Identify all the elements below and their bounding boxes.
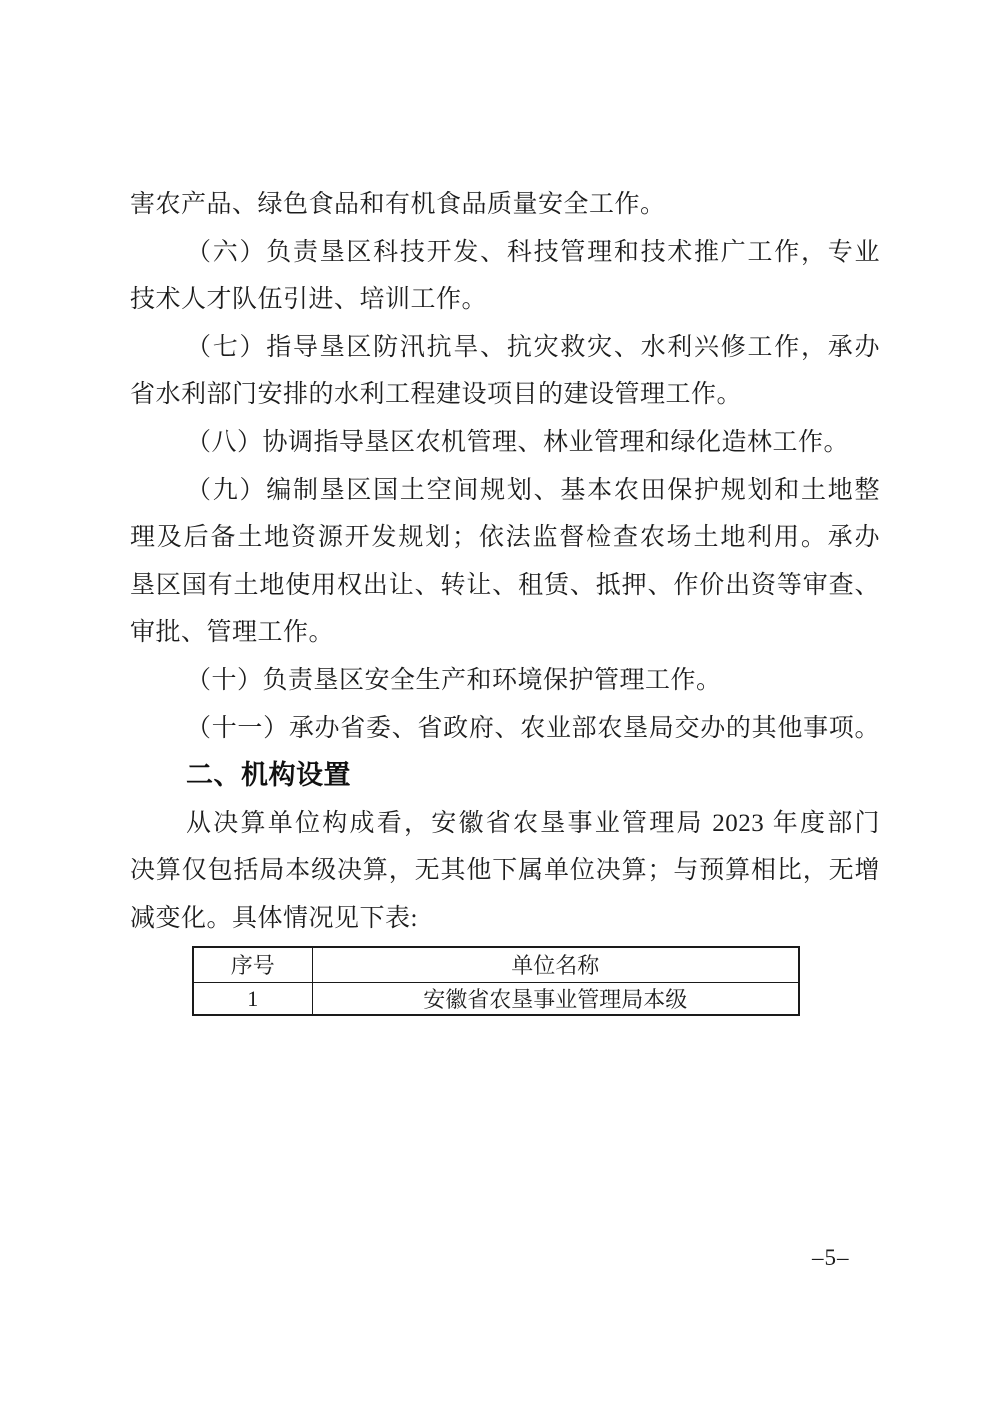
body-line: （十一）承办省委、省政府、农业部农垦局交办的其他事项。 bbox=[186, 714, 880, 742]
body-line: 决算仅包括局本级决算，无其他下属单位决算；与预算相比，无增 bbox=[130, 857, 880, 885]
table-row bbox=[193, 983, 799, 1016]
body-line: （六）负责垦区科技开发、科技管理和技术推广工作，专业 bbox=[186, 238, 880, 266]
body-line: （十）负责垦区安全生产和环境保护管理工作。 bbox=[186, 666, 722, 694]
body-line: （七）指导垦区防汛抗旱、抗灾救灾、水利兴修工作，承办 bbox=[186, 333, 880, 361]
table-header-row bbox=[193, 947, 799, 983]
body-line: 理及后备土地资源开发规划；依法监督检查农场土地利用。承办 bbox=[130, 524, 880, 552]
body-line: 技术人才队伍引进、培训工作。 bbox=[130, 286, 488, 314]
table-cell-serial: 1 bbox=[193, 983, 312, 1016]
table-header-serial: 序号 bbox=[193, 947, 312, 983]
body-line: 减变化。具体情况见下表: bbox=[130, 904, 418, 932]
section-heading-organization: 二、机构设置 bbox=[186, 760, 351, 791]
document-body bbox=[130, 181, 880, 1016]
body-line: 审批、管理工作。 bbox=[130, 619, 335, 647]
body-line: 从决算单位构成看，安徽省农垦事业管理局 2023 年度部门 bbox=[186, 809, 880, 837]
table-cell-unit-name: 安徽省农垦事业管理局本级 bbox=[312, 983, 799, 1016]
body-line: 害农产品、绿色食品和有机食品质量安全工作。 bbox=[130, 191, 666, 218]
table-header-unit-name: 单位名称 bbox=[312, 947, 799, 983]
body-line: 省水利部门安排的水利工程建设项目的建设管理工作。 bbox=[130, 381, 743, 409]
body-line: （九）编制垦区国土空间规划、基本农田保护规划和土地整 bbox=[186, 476, 880, 504]
page-number: –5– bbox=[812, 1245, 850, 1270]
body-line: 垦区国有土地使用权出让、转让、租赁、抵押、作价出资等审查、 bbox=[130, 571, 880, 599]
units-table bbox=[192, 946, 800, 1017]
body-line: （八）协调指导垦区农机管理、林业管理和绿化造林工作。 bbox=[186, 428, 850, 456]
